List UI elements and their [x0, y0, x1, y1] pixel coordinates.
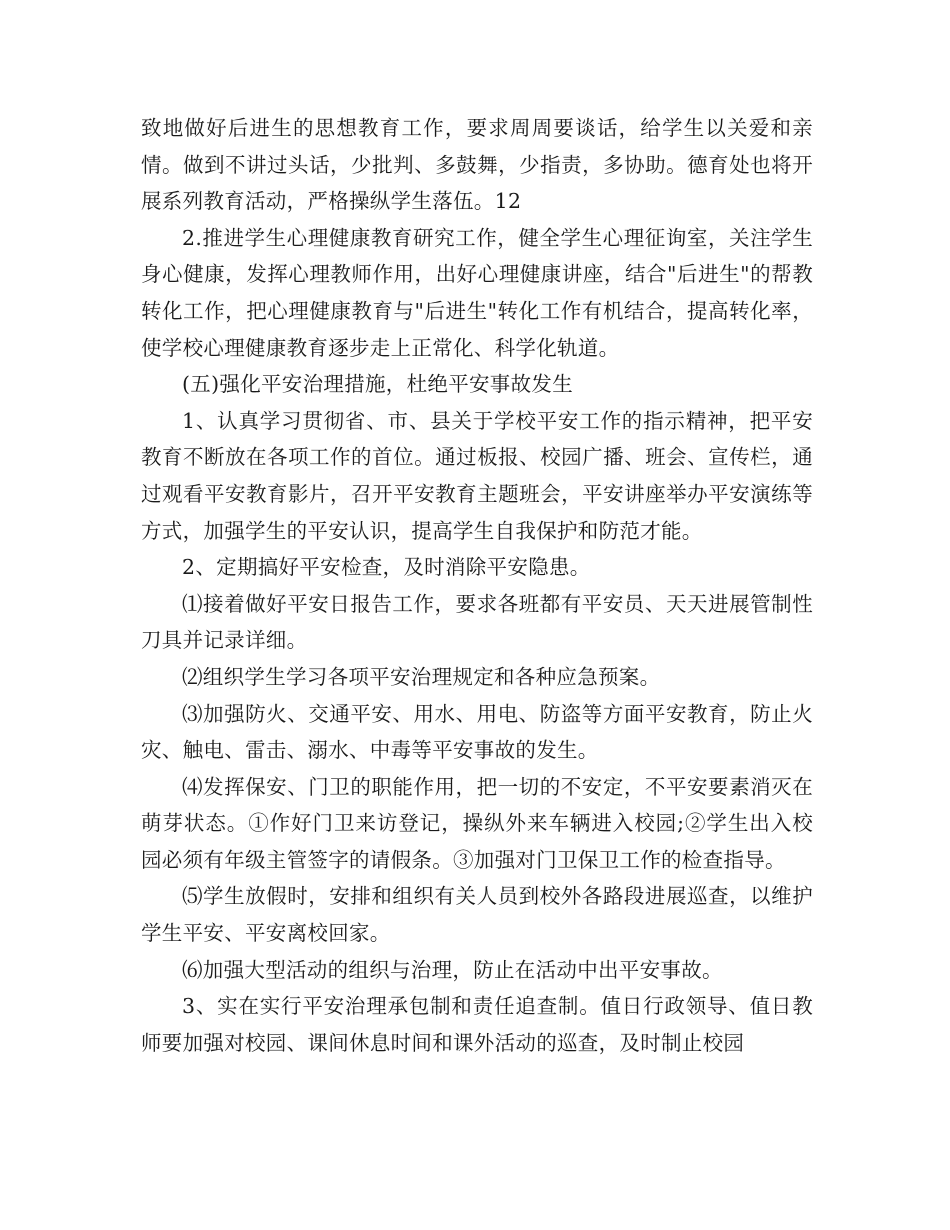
document-body [141, 110, 813, 1061]
list-item: ⑷发挥保安、门卫的职能作用，把一切的不安定，不平安要素消灭在萌芽状态。①作好门卫来访登记，操纵外来车辆进入校园;②学生出入校园必须有年级主管签字的请假条。③加强对门卫保卫工作的检查指导。 [141, 774, 813, 872]
list-item: ⑴接着做好平安日报告工作，要求各班都有平安员、天天进展管制性刀具并记录详细。 [141, 591, 813, 653]
list-item: ⑵组织学生学习各项平安治理规定和各种应急预案。 [182, 664, 661, 689]
paragraph: 2、定期搞好平安检查，及时消除平安隐患。 [182, 555, 591, 580]
section-heading: (五)强化平安治理措施，杜绝平安事故发生 [182, 372, 573, 397]
list-item: ⑸学生放假时，安排和组织有关人员到校外各路段进展巡查，以维护学生平安、平安离校回家。 [141, 884, 813, 946]
paragraph: 2.推进学生心理健康教育研究工作，健全学生心理征询室，关注学生身心健康，发挥心理教师作用，出好心理健康讲座，结合"后进生"的帮教转化工作，把心理健康教育与"后进生"转化工作有机结合，提高转化率，使学校心理健康教育逐步走上正常化、科学化轨道。 [141, 225, 813, 360]
paragraph: 1、认真学习贯彻省、市、县关于学校平安工作的指示精神，把平安教育不断放在各项工作的首位。通过板报、校园广播、班会、宣传栏，通过观看平安教育影片，召开平安教育主题班会，平安讲座举办平安演练等方式，加强学生的平安认识，提高学生自我保护和防范才能。 [141, 408, 813, 543]
list-item: ⑶加强防火、交通平安、用水、用电、防盗等方面平安教育，防止火灾、触电、雷击、溺水、中毒等平安事故的发生。 [141, 701, 813, 763]
list-item: ⑹加强大型活动的组织与治理，防止在活动中出平安事故。 [182, 957, 723, 982]
paragraph: 3、实在实行平安治理承包制和责任追查制。值日行政领导、值日教师要加强对校园、课间休息时间和课外活动的巡查，及时制止校园 [141, 994, 813, 1055]
paragraph: 致地做好后进生的思想教育工作，要求周周要谈话，给学生以关爱和亲情。做到不讲过头话，少批判、多鼓舞，少指责，多协助。德育处也将开展系列教育活动，严格操纵学生落伍。12 [141, 116, 813, 214]
